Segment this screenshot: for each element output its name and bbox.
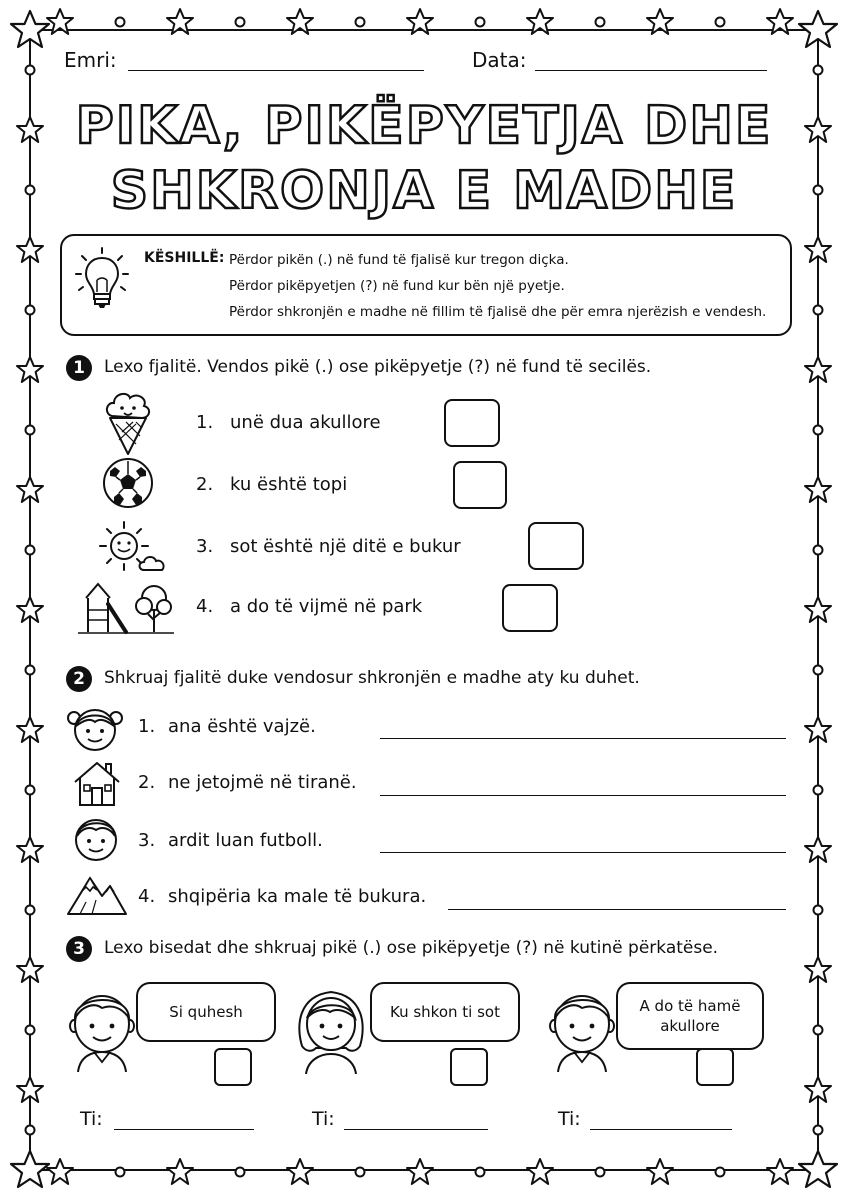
section-2-number: 2 <box>66 666 92 692</box>
tip-line-3: Përdor shkronjën e madhe në fillim të fjalisë dhe për emra njerëzish e vendesh. <box>229 304 767 320</box>
dialogue-1-ti-label: Ti: <box>80 1108 103 1130</box>
s1-item-3-text: sot është një ditë e bukur <box>230 536 461 557</box>
border-dot-icon <box>476 1168 485 1177</box>
s1-item-2-answer-box[interactable] <box>453 461 507 509</box>
s2-item-3-write-line[interactable] <box>380 852 786 853</box>
border-dot-icon <box>26 666 35 675</box>
date-field[interactable] <box>535 70 767 71</box>
s1-item-3-num: 3. <box>196 536 214 557</box>
name-field[interactable] <box>128 70 424 71</box>
s2-item-1-num: 1. <box>138 716 156 737</box>
border-dot-icon <box>814 906 823 915</box>
border-dot-icon <box>814 666 823 675</box>
border-dot-icon <box>236 18 245 27</box>
border-dot-icon <box>716 1168 725 1177</box>
date-label: Data: <box>472 48 527 72</box>
border-dot-icon <box>26 426 35 435</box>
mountain-icon <box>66 870 128 916</box>
border-dot-icon <box>596 18 605 27</box>
s1-item-3-answer-box[interactable] <box>528 522 584 570</box>
border-dot-icon <box>356 1168 365 1177</box>
tip-label: KËSHILLË: <box>144 250 225 266</box>
dialogue-2-ti-label: Ti: <box>312 1108 335 1130</box>
dialogue-3-write-line[interactable] <box>590 1129 732 1130</box>
page-title-line2: SHKRONJA E MADHE <box>110 161 738 221</box>
s2-item-1-write-line[interactable] <box>380 738 786 739</box>
dialogue-2-answer-box[interactable] <box>450 1048 488 1086</box>
dialogue-2-text: Ku shkon ti sot <box>390 1002 500 1021</box>
s2-item-3-text: ardit luan futboll. <box>168 830 323 851</box>
section-1-number: 1 <box>66 355 92 381</box>
dialogue-1-write-line[interactable] <box>114 1129 254 1130</box>
s2-item-2-write-line[interactable] <box>380 795 786 796</box>
border-dot-icon <box>814 1026 823 1035</box>
house-icon <box>72 760 122 808</box>
border-star-icon <box>287 1159 313 1184</box>
border-dot-icon <box>26 1126 35 1135</box>
border-dot-icon <box>814 786 823 795</box>
s1-item-1-answer-box[interactable] <box>444 399 500 447</box>
border-dot-icon <box>26 306 35 315</box>
dialogue-3-text-line1: A do të hamë <box>639 996 741 1015</box>
s2-item-2-num: 2. <box>138 772 156 793</box>
border-dot-icon <box>814 306 823 315</box>
border-dot-icon <box>26 66 35 75</box>
ice-cream-icon <box>100 388 156 458</box>
name-label: Emri: <box>64 48 117 72</box>
s1-item-2-text: ku është topi <box>230 474 348 495</box>
sun-icon <box>94 518 174 578</box>
s1-item-1-num: 1. <box>196 412 214 433</box>
border-star-icon <box>527 1159 553 1184</box>
border-dot-icon <box>26 546 35 555</box>
tip-line-1: Përdor pikën (.) në fund të fjalisë kur tregon diçka. <box>229 252 569 268</box>
border-dot-icon <box>476 18 485 27</box>
border-star-icon <box>647 1159 673 1184</box>
border-star-icon <box>407 1159 433 1184</box>
s2-item-2-text: ne jetojmë në tiranë. <box>168 772 357 793</box>
dialogue-2-write-line[interactable] <box>344 1129 488 1130</box>
boy-icon <box>72 812 120 864</box>
border-dot-icon <box>356 18 365 27</box>
border-star-icon <box>167 1159 193 1184</box>
border-dot-icon <box>814 1126 823 1135</box>
s1-item-4-num: 4. <box>196 596 214 617</box>
dialogue-3-bubble <box>616 982 764 1050</box>
s2-item-1-text: ana është vajzë. <box>168 716 316 737</box>
section-3-instruction: Lexo bisedat dhe shkruaj pikë (.) ose pikëpyetje (?) në kutinë përkatëse. <box>104 938 719 958</box>
border-dot-icon <box>814 426 823 435</box>
section-3-number: 3 <box>66 936 92 962</box>
border-dot-icon <box>26 786 35 795</box>
border-dot-icon <box>26 906 35 915</box>
s2-item-4-write-line[interactable] <box>448 909 786 910</box>
border-dot-icon <box>596 1168 605 1177</box>
s1-item-4-text: a do të vijmë në park <box>230 596 423 617</box>
dialogue-3-ti-label: Ti: <box>558 1108 581 1130</box>
border-star-icon <box>47 1159 73 1184</box>
border-dot-icon <box>116 1168 125 1177</box>
s1-item-1-text: unë dua akullore <box>230 412 381 433</box>
border-dot-icon <box>116 18 125 27</box>
s1-item-4-answer-box[interactable] <box>502 584 558 632</box>
border-dot-icon <box>814 66 823 75</box>
dialogue-1-text: Si quhesh <box>169 1002 243 1021</box>
s1-item-2-num: 2. <box>196 474 214 495</box>
border-star-icon <box>767 1159 793 1184</box>
park-icon <box>78 580 174 638</box>
girl-icon <box>66 702 124 754</box>
section-1-instruction: Lexo fjalitë. Vendos pikë (.) ose pikëpyetje (?) në fund të secilës. <box>104 357 652 377</box>
border-dot-icon <box>814 546 823 555</box>
s2-item-4-num: 4. <box>138 886 156 907</box>
s2-item-4-text: shqipëria ka male të bukura. <box>168 886 427 907</box>
page-title-line1: PIKA, PIKËPYETJA DHE <box>75 96 773 156</box>
dialogue-1-answer-box[interactable] <box>214 1048 252 1086</box>
soccer-ball-icon <box>102 457 154 509</box>
lightbulb-icon <box>74 246 130 318</box>
border-dot-icon <box>716 18 725 27</box>
section-2-instruction: Shkruaj fjalitë duke vendosur shkronjën e madhe aty ku duhet. <box>104 668 640 688</box>
dialogue-2-bubble <box>370 982 520 1042</box>
boy-face-icon <box>548 990 616 1072</box>
boy-face-icon <box>68 990 136 1072</box>
dialogue-3-answer-box[interactable] <box>696 1048 734 1086</box>
border-dot-icon <box>236 1168 245 1177</box>
dialogue-1-bubble <box>136 982 276 1042</box>
dialogue-3-text-line2: akullore <box>660 1017 720 1035</box>
girl-face-icon <box>294 986 368 1074</box>
s2-item-3-num: 3. <box>138 830 156 851</box>
tip-line-2: Përdor pikëpyetjen (?) në fund kur bën një pyetje. <box>229 278 565 294</box>
border-dot-icon <box>26 1026 35 1035</box>
